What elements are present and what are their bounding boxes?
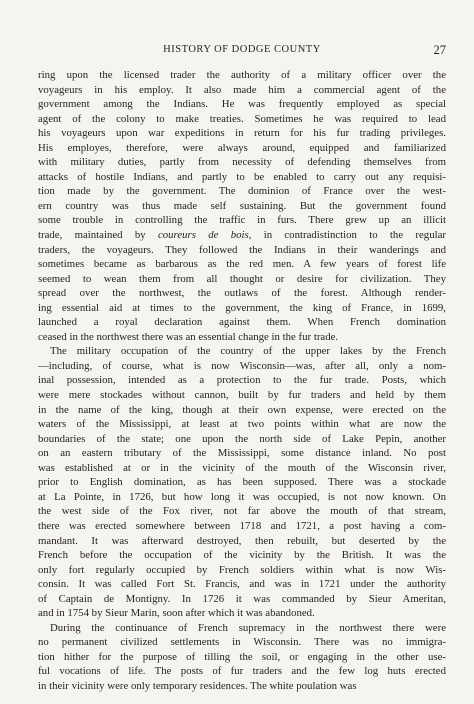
- text-line: some trouble in controlling the traffic in furs. There grew up an illicit: [38, 214, 446, 227]
- text-line: boundaries of the state; one upon the north side of Lake Pepin, another: [38, 432, 446, 445]
- text-line: —including, of course, what is now Wisconsin—was, after all, only a nom-: [38, 359, 446, 372]
- text-line: traders, the voyageurs. They followed the Indians in their wanderings and: [38, 243, 446, 256]
- text-line: at La Pointe, in 1726, but how long it was occupied, is not now known. On: [38, 490, 446, 503]
- paragraph: [38, 344, 446, 620]
- text-line: the west side of the Fox river, not far above the mouth of that stream,: [38, 505, 446, 518]
- text-line: tion hither for the purpose of tilling the soil, or engaging in the other use-: [38, 650, 446, 663]
- text-line: of Captain de Montigny. In 1726 it was commanded by Sieur Ameritan,: [38, 592, 446, 605]
- text-line: no permanent civilized settlements in Wisconsin. There was no immigra-: [38, 636, 446, 649]
- text-line: with military duties, partly from necessity of defending themselves from: [38, 156, 446, 169]
- page-body: [38, 68, 446, 694]
- text-line: on an eastern tributary of the Mississippi, some distance inland. No post: [38, 447, 446, 460]
- text-line: agent of the colony to make treaties. Sometimes he was required to lead: [38, 112, 446, 125]
- text-line: The military occupation of the country of the upper lakes by the French: [50, 345, 446, 358]
- text-line: seemed to wean them from all thought or desire for civilization. They: [38, 272, 446, 285]
- text-line: prior to English domination, as has been supposed. There was a stockade: [38, 476, 446, 489]
- text-line: His employes, therefore, were always around, equipped and familiarized: [38, 141, 446, 154]
- paragraph: [38, 621, 446, 694]
- running-head: HISTORY OF DODGE COUNTY: [163, 44, 321, 55]
- text-line: ring upon the licensed trader the authority of a military officer over the: [38, 69, 446, 81]
- text-line: sometimes became as barbarous as the red men. A few years of forest life: [38, 258, 446, 271]
- text-line: voyageurs in his employ. It also made him a commercial agent of the: [38, 83, 446, 96]
- text-line: ern country was thus made self sustaining. But the government found: [38, 199, 446, 212]
- text-line: French before the occupation of the vicinity by the British. It was the: [38, 549, 446, 562]
- paragraph: [38, 68, 446, 344]
- text-line: in their vicinity were only temporary residences. The white poulation was: [38, 679, 357, 692]
- text-line: consin. It was called Fort St. Francis, and was in 1721 under the authority: [38, 578, 446, 591]
- text-line: mandant. It was afterward destroyed, then rebuilt, but deserted by the: [38, 534, 446, 547]
- text-line: was established at or in the vicinity of the mouth of the Wisconsin river,: [38, 461, 446, 474]
- text-line: inal possession, intended as a protection to the fur trade. Posts, which: [38, 374, 446, 387]
- text-line: government among the Indians. He was frequently employed as special: [38, 98, 446, 111]
- page-header: [38, 44, 446, 66]
- text-line: there was erected somewhere between 1718 and 1721, a post having a com-: [38, 519, 446, 532]
- text-line: launched a royal declaration against them. When French domination: [38, 316, 446, 329]
- text-line: attacks of hostile Indians, and partly to be enabled to carry out any requisi-: [38, 170, 446, 183]
- text-line: waters of the Mississippi, at least at two points within what are now the: [38, 418, 446, 431]
- text-line: were mere stockades without cannon, built by fur traders and held by them: [38, 389, 446, 402]
- text-line: ceased in the northwest there was an essential change in the fur trade.: [38, 330, 339, 343]
- text-line: ing essential aid at times to the government, the king of France, in 1699,: [38, 301, 446, 314]
- text-line: only fort regularly occupied by French soldiers within what is now Wis-: [38, 563, 446, 576]
- text-line: spread over the northwest, the outlaws of the forest. Although render-: [38, 287, 446, 300]
- text-line: ful vocations of life. The posts of fur traders and the few log huts erected: [38, 665, 446, 678]
- italic-phrase: coureurs de bois: [157, 229, 249, 242]
- text-line: his voyageurs upon war expeditions in return for his fur trading privileges.: [38, 127, 446, 140]
- text-line: During the continuance of French supremacy in the northwest there were: [50, 621, 446, 634]
- text-line: and in 1754 by Sieur Marin, soon after which it was abandoned.: [38, 607, 315, 620]
- page-number: 27: [433, 43, 446, 57]
- text-line: in the name of the king, though at their own expense, were erected on the: [38, 403, 446, 416]
- text-line: tion made by the government. The dominion of France over the west-: [38, 185, 446, 198]
- text-line: trade, maintained by coureurs de bois, in contradistinction to the regular: [38, 229, 446, 242]
